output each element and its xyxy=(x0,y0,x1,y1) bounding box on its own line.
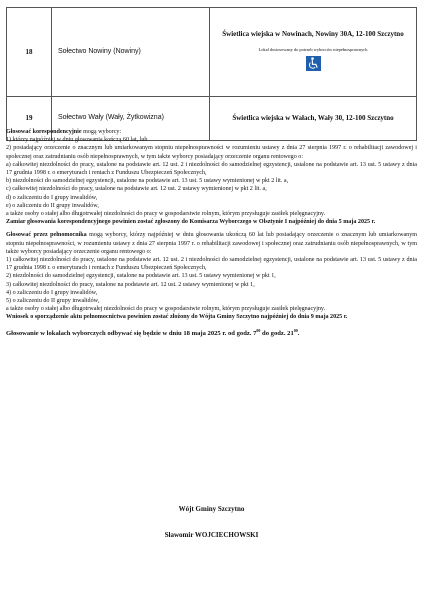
list-item: 1) całkowitej niezdolności do pracy, ustalone na podstawie art. 12 ust. 2 i niezdolności do samodzielnej egzystencji, ustalone na podstawie art. 13 ust. 5 ustawy z dnia 17 grudnia 1998 r. o emeryturach i rentach z Funduszu Ubezpieczeń Społecznych, xyxy=(6,257,417,272)
list-item: a) całkowitej niezdolności do pracy, ustalone na podstawie art. 12 ust. 2 i niezdolności do samodzielnej egzystencji, ustalone na podstawie art. 13 ust. 5 ustawy z dnia 17 grudnia 1998 r. o emeryturach i rentach z Funduszu Ubezpieczeń Społecznych, xyxy=(6,161,417,177)
proxy-intro: Głosować przez pełnomocnika mogą wyborcy, którzy najpóźniej w dniu głosowania ukończą 60 lat lub posiadający orzeczenie o znacznym lub umiarkowanym stopniu niepełnosprawności, w rozumieniu ustawy z dnia 27 sierpnia 1997 r. o rehabilitacji zawodowej i społecznej oraz zatrudnianiu osób niepełnosprawnych, w tym także wyborcy posiadający orzeczenie organu rentowego o: xyxy=(6,232,418,255)
list-item: 5) o zaliczeniu do II grupy inwalidów, xyxy=(6,298,100,305)
correspondence-intro: Głosować korespondencyjnie mogą wyborcy: xyxy=(6,129,122,135)
correspondence-deadline: Zamiar głosowania korespondencyjnego powinien zostać zgłoszony do Komisarza Wyborczego w Olsztynie I najpóźniej do dnia 5 maja 2025 r. xyxy=(6,219,376,226)
polling-stations-table xyxy=(6,7,417,141)
accessibility-note: Lokal dostosowany do potrzeb wyborców niepełnosprawnych xyxy=(258,46,368,52)
proxy-deadline: Wniosek o sporządzenie aktu pełnomocnictwa powinien zostać złożony do Wójta Gminy Szczytno najpóźniej do dnia 9 maja 2025 r. xyxy=(6,314,348,321)
list-item: a także osoby o stałej albo długotrwałej niezdolności do pracy w gospodarstwie rolnym, którym przysługuje zasiłek pielęgnacyjny. xyxy=(6,211,326,218)
list-item: b) niezdolności do samodzielnej egzystencji, ustalone na podstawie art. 13 ust. 5 ustawy wymienionej w pkt 2 lit. a, xyxy=(6,178,289,185)
row-number: 18 xyxy=(7,8,52,97)
list-item: e) o zaliczeniu do II grupy inwalidów, xyxy=(6,202,99,209)
signature-name: Sławomir WOJCIECHOWSKI xyxy=(164,531,259,539)
wheelchair-accessibility-icon xyxy=(306,56,321,71)
list-item: 3) całkowitej niezdolności do pracy, ustalone na podstawie art. 12 ust. 2 ustawy wymienionej w pkt 1, xyxy=(6,281,255,288)
list-item: d) o zaliczeniu do I grupy inwalidów, xyxy=(6,194,98,201)
voting-hours: Głosowanie w lokalach wyborczych odbywać się będzie w dniu 18 maja 2025 r. od godz. $7^{00}$ do godz. $21^{00}$. xyxy=(6,327,300,337)
table-row xyxy=(7,8,417,97)
row-number: 19 xyxy=(7,97,52,141)
station-address: Świetlica wiejska w Wałach, Wały 30, 12-100 Szczytno xyxy=(232,114,394,123)
list-item: c) całkowitej niezdolności do pracy, ustalone na podstawie art. 12 ust. 2 ustawy wymienionej w pkt 2 lit. a, xyxy=(6,186,267,193)
list-item: 2) niezdolności do samodzielnej egzystencji, ustalone na podstawie art. 13 ust. 5 ustawy wymienionej w pkt 1, xyxy=(6,273,276,280)
list-item: 1) którzy najpóźniej w dniu głosowania kończą 60 lat, lub xyxy=(6,137,148,144)
list-item: 4) o zaliczeniu do I grupy inwalidów, xyxy=(6,289,98,296)
district-name: Sołectwo Nowiny (Nowiny) xyxy=(52,8,210,97)
signature-title: Wójt Gminy Szczytno xyxy=(178,505,245,513)
district-name: Sołectwo Wały (Wały, Żytkowizna) xyxy=(52,97,210,141)
station-address: Świetlica wiejska w Nowinach, Nowiny 30A, 12-100 Szczytno xyxy=(222,30,404,39)
announcement-body xyxy=(6,128,417,338)
station-address-cell xyxy=(210,8,417,97)
list-item: a także osoby o stałej albo długotrwałej niezdolności do pracy w gospodarstwie rolnym, którym przysługuje zasiłek pielęgnacyjny. xyxy=(6,306,326,313)
list-item: 2) posiadający orzeczenie o znacznym lub umiarkowanym stopniu niepełnosprawności w rozumieniu ustawy z dnia 27 sierpnia 1997 r. o rehabilitacji zawodowej i społecznej oraz zatrudnianiu osób niepełnosprawnych, w tym także wyborcy posiadający orzeczenie organu rentowego o: xyxy=(6,145,417,160)
